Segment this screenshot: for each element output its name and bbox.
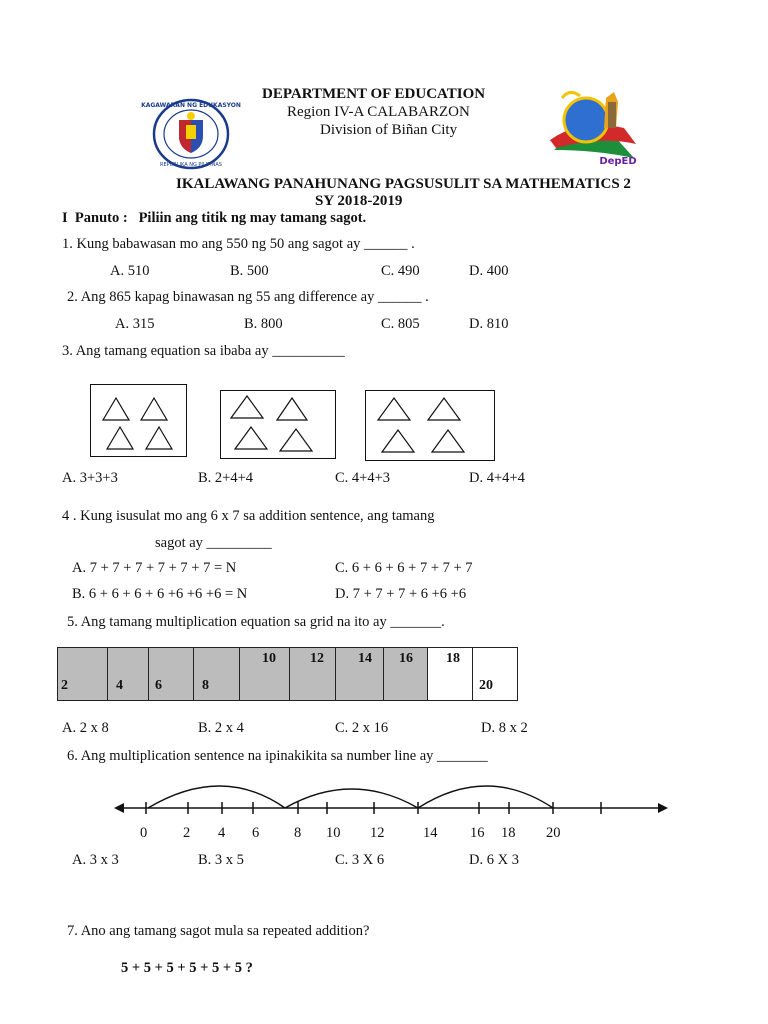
q3-option-b[interactable]: B. 2+4+4 bbox=[198, 470, 254, 486]
question-2: 2. Ang 865 kapag binawasan ng 55 ang difference ay ______ . bbox=[67, 289, 429, 305]
q6-option-c[interactable]: C. 3 X 6 bbox=[335, 852, 385, 868]
region-heading: Region IV-A CALABARZON bbox=[287, 104, 470, 120]
instructions-number: I bbox=[62, 210, 68, 226]
number-line-label: 10 bbox=[326, 825, 341, 841]
triangles-icon bbox=[221, 391, 335, 458]
grid-cell: 16 bbox=[384, 648, 428, 701]
q1-option-a[interactable]: A. 510 bbox=[110, 263, 150, 279]
number-line-label: 14 bbox=[423, 825, 438, 841]
multiplication-grid bbox=[57, 647, 518, 701]
q6-option-b[interactable]: B. 3 x 5 bbox=[198, 852, 244, 868]
jump-arc bbox=[148, 786, 285, 808]
svg-text:REPUBLIKA NG PILIPINAS: REPUBLIKA NG PILIPINAS bbox=[160, 162, 222, 168]
left-arrow-icon bbox=[114, 803, 124, 813]
triangle-group-3 bbox=[365, 390, 495, 461]
division-heading: Division of Biñan City bbox=[320, 122, 458, 138]
q5-option-c[interactable]: C. 2 x 16 bbox=[335, 720, 389, 736]
grid-cell: 8 bbox=[194, 648, 240, 701]
q3-option-d[interactable]: D. 4+4+4 bbox=[469, 470, 525, 486]
grid-cell: 4 bbox=[108, 648, 149, 701]
grid-cell: 10 bbox=[240, 648, 290, 701]
number-line-label: 16 bbox=[470, 825, 485, 841]
number-line bbox=[112, 776, 672, 848]
q1-option-b[interactable]: B. 500 bbox=[230, 263, 269, 279]
department-heading: DEPARTMENT OF EDUCATION bbox=[262, 86, 486, 102]
number-line-label: 8 bbox=[294, 825, 302, 841]
number-line-label: 20 bbox=[546, 825, 561, 841]
question-7: 7. Ano ang tamang sagot mula sa repeated addition? bbox=[67, 923, 370, 939]
question-5: 5. Ang tamang multiplication equation sa grid na ito ay _______. bbox=[67, 614, 445, 630]
right-arrow-icon bbox=[658, 803, 668, 813]
q2-option-d[interactable]: D. 810 bbox=[469, 316, 509, 332]
grid-cell: 20 bbox=[473, 648, 518, 701]
jump-arc bbox=[285, 789, 418, 808]
q2-option-c[interactable]: C. 805 bbox=[381, 316, 420, 332]
number-line-label: 12 bbox=[370, 825, 385, 841]
q5-option-d[interactable]: D. 8 x 2 bbox=[481, 720, 528, 736]
grid-cell: 2 bbox=[58, 648, 108, 701]
q4-option-a[interactable]: A. 7 + 7 + 7 + 7 + 7 + 7 = N bbox=[72, 560, 237, 576]
triangles-icon bbox=[366, 391, 494, 460]
instructions bbox=[62, 210, 366, 227]
triangle-group-1 bbox=[90, 384, 187, 457]
q5-option-a[interactable]: A. 2 x 8 bbox=[62, 720, 109, 736]
number-line-label: 2 bbox=[183, 825, 191, 841]
q5-option-b[interactable]: B. 2 x 4 bbox=[198, 720, 244, 736]
question-1: 1. Kung babawasan mo ang 550 ng 50 ang sagot ay ______ . bbox=[62, 236, 415, 252]
triangles-icon bbox=[91, 385, 186, 456]
deped-seal-logo bbox=[141, 98, 241, 170]
q4-option-b[interactable]: B. 6 + 6 + 6 + 6 +6 +6 +6 = N bbox=[72, 586, 248, 602]
q4-option-c[interactable]: C. 6 + 6 + 6 + 7 + 7 + 7 bbox=[335, 560, 473, 576]
number-line-label: 4 bbox=[218, 825, 226, 841]
q6-option-a[interactable]: A. 3 x 3 bbox=[72, 852, 119, 868]
instructions-label: Panuto : bbox=[74, 210, 128, 226]
q3-option-a[interactable]: A. 3+3+3 bbox=[62, 470, 118, 486]
jump-arc bbox=[418, 786, 553, 808]
triangle-group-2 bbox=[220, 390, 336, 459]
question-4: 4 . Kung isusulat mo ang 6 x 7 sa addition sentence, ang tamang bbox=[62, 508, 435, 524]
grid-cell: 18 bbox=[428, 648, 473, 701]
q1-option-c[interactable]: C. 490 bbox=[381, 263, 420, 279]
q6-option-d[interactable]: D. 6 X 3 bbox=[469, 852, 519, 868]
svg-text:KAGAWARAN NG EDUKASYON: KAGAWARAN NG EDUKASYON bbox=[141, 102, 241, 109]
deped-binan-logo bbox=[546, 88, 642, 170]
q1-option-d[interactable]: D. 400 bbox=[469, 263, 509, 279]
grid-cell: 6 bbox=[149, 648, 194, 701]
grid-cell: 14 bbox=[336, 648, 384, 701]
grid-cell: 12 bbox=[290, 648, 336, 701]
number-line-label: 6 bbox=[252, 825, 260, 841]
q2-option-b[interactable]: B. 800 bbox=[244, 316, 283, 332]
instructions-text: Piliin ang titik ng may tamang sagot. bbox=[138, 210, 367, 226]
question-4-cont: sagot ay _________ bbox=[155, 535, 272, 551]
school-year: SY 2018-2019 bbox=[315, 193, 403, 209]
number-line-label: 0 bbox=[140, 825, 148, 841]
q7-expression: 5 + 5 + 5 + 5 + 5 + 5 ? bbox=[121, 960, 253, 976]
q2-option-a[interactable]: A. 315 bbox=[115, 316, 155, 332]
q3-option-c[interactable]: C. 4+4+3 bbox=[335, 470, 391, 486]
number-line-label: 18 bbox=[501, 825, 516, 841]
question-3: 3. Ang tamang equation sa ibaba ay __________ bbox=[62, 343, 345, 359]
q4-option-d[interactable]: D. 7 + 7 + 7 + 6 +6 +6 bbox=[335, 586, 467, 602]
question-6: 6. Ang multiplication sentence na ipinakikita sa number line ay _______ bbox=[67, 748, 488, 764]
exam-title: IKALAWANG PANAHUNANG PAGSUSULIT SA MATHEMATICS 2 bbox=[176, 176, 631, 192]
svg-text:DepED: DepED bbox=[599, 156, 637, 167]
